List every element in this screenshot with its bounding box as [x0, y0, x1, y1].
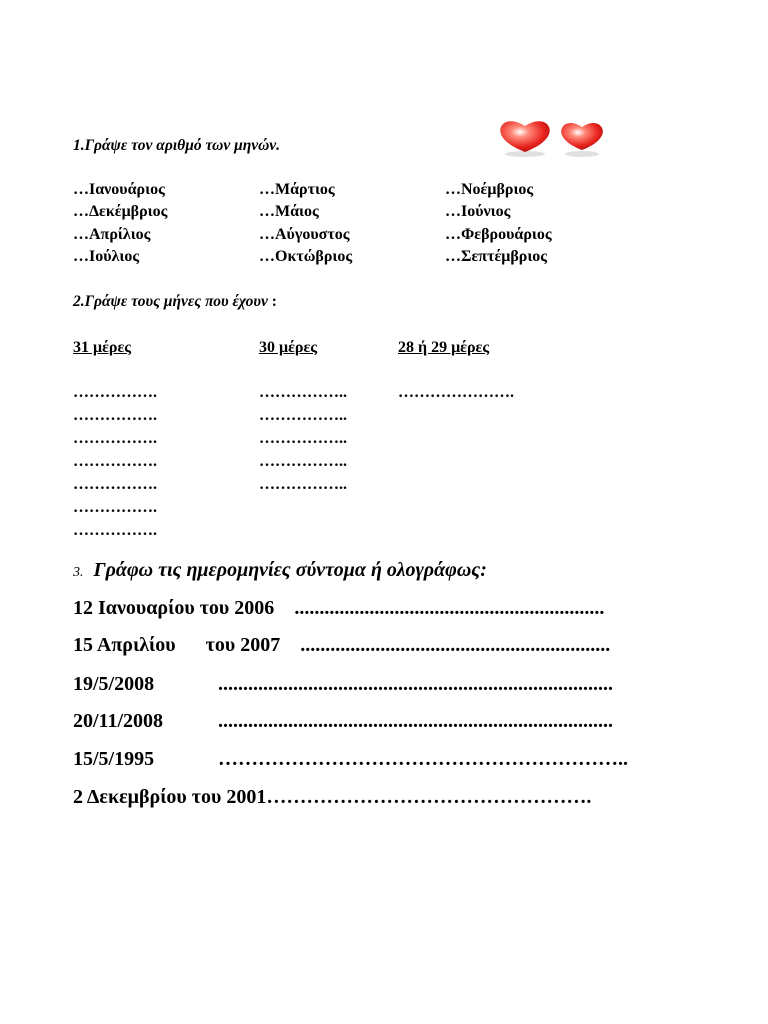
answer-blank[interactable]: …………….: [73, 522, 157, 539]
section-2-title: 2.Γράψε τους μήνες που έχουν :: [73, 293, 277, 310]
month-item: …Μάιος: [259, 203, 319, 220]
date-row: 19/5/2008: [73, 673, 155, 695]
answer-blank[interactable]: ..............................................................: [300, 634, 611, 656]
answer-blank[interactable]: ...............................................................................: [218, 710, 613, 732]
answer-blank[interactable]: ………………………………………….: [266, 786, 592, 808]
answer-blank[interactable]: …………….: [73, 453, 157, 470]
month-item: …Φεβρουάριος: [445, 226, 552, 243]
date-row: 2 Δεκεμβρίου του 2001………………………………………….: [73, 786, 592, 808]
month-item: …Αύγουστος: [259, 226, 350, 243]
answer-blank[interactable]: …………….: [73, 384, 157, 401]
answer-blank[interactable]: ..............................................................: [294, 597, 605, 619]
header-31-days: 31 μέρες: [73, 339, 132, 356]
answer-blank[interactable]: ……………………………………………………..: [218, 748, 628, 770]
answer-blank[interactable]: ……………..: [259, 476, 347, 493]
section-1-title: 1.Γράψε τον αριθμό των μηνών.: [73, 137, 281, 154]
date-row: 15 Απριλίου του 2007 ..............................................................: [73, 634, 611, 656]
answer-blank[interactable]: ……………..: [259, 430, 347, 447]
month-item: …Ιούνιος: [445, 203, 511, 220]
date-row: 20/11/2008: [73, 710, 164, 732]
section-3-title: 3. Γράφω τις ημερομηνίες σύντομα ή ολογράφως:: [73, 559, 487, 581]
answer-blank[interactable]: …………….: [73, 407, 157, 424]
answer-blank[interactable]: ………………….: [398, 384, 514, 401]
answer-blank[interactable]: ……………..: [259, 407, 347, 424]
month-item: …Δεκέμβριος: [73, 203, 168, 220]
header-28-29-days: 28 ή 29 μέρες: [398, 339, 490, 356]
month-item: …Σεπτέμβριος: [445, 248, 548, 265]
answer-blank[interactable]: ...............................................................................: [218, 673, 613, 695]
month-item: …Απρίλιος: [73, 226, 151, 243]
month-item: …Οκτώβριος: [259, 248, 353, 265]
date-row: 12 Ιανουαρίου του 2006 ..............................................................: [73, 597, 605, 619]
month-item: …Ιανουάριος: [73, 181, 165, 198]
month-item: …Μάρτιος: [259, 181, 335, 198]
answer-blank[interactable]: …………….: [73, 476, 157, 493]
two-red-hearts-icon: [496, 116, 608, 158]
answer-blank[interactable]: ……………..: [259, 453, 347, 470]
header-30-days: 30 μέρες: [259, 339, 318, 356]
month-item: …Νοέμβριος: [445, 181, 534, 198]
month-item: …Ιούλιος: [73, 248, 140, 265]
answer-blank[interactable]: …………….: [73, 430, 157, 447]
date-row: 15/5/1995: [73, 748, 155, 770]
answer-blank[interactable]: ……………..: [259, 384, 347, 401]
answer-blank[interactable]: …………….: [73, 499, 157, 516]
